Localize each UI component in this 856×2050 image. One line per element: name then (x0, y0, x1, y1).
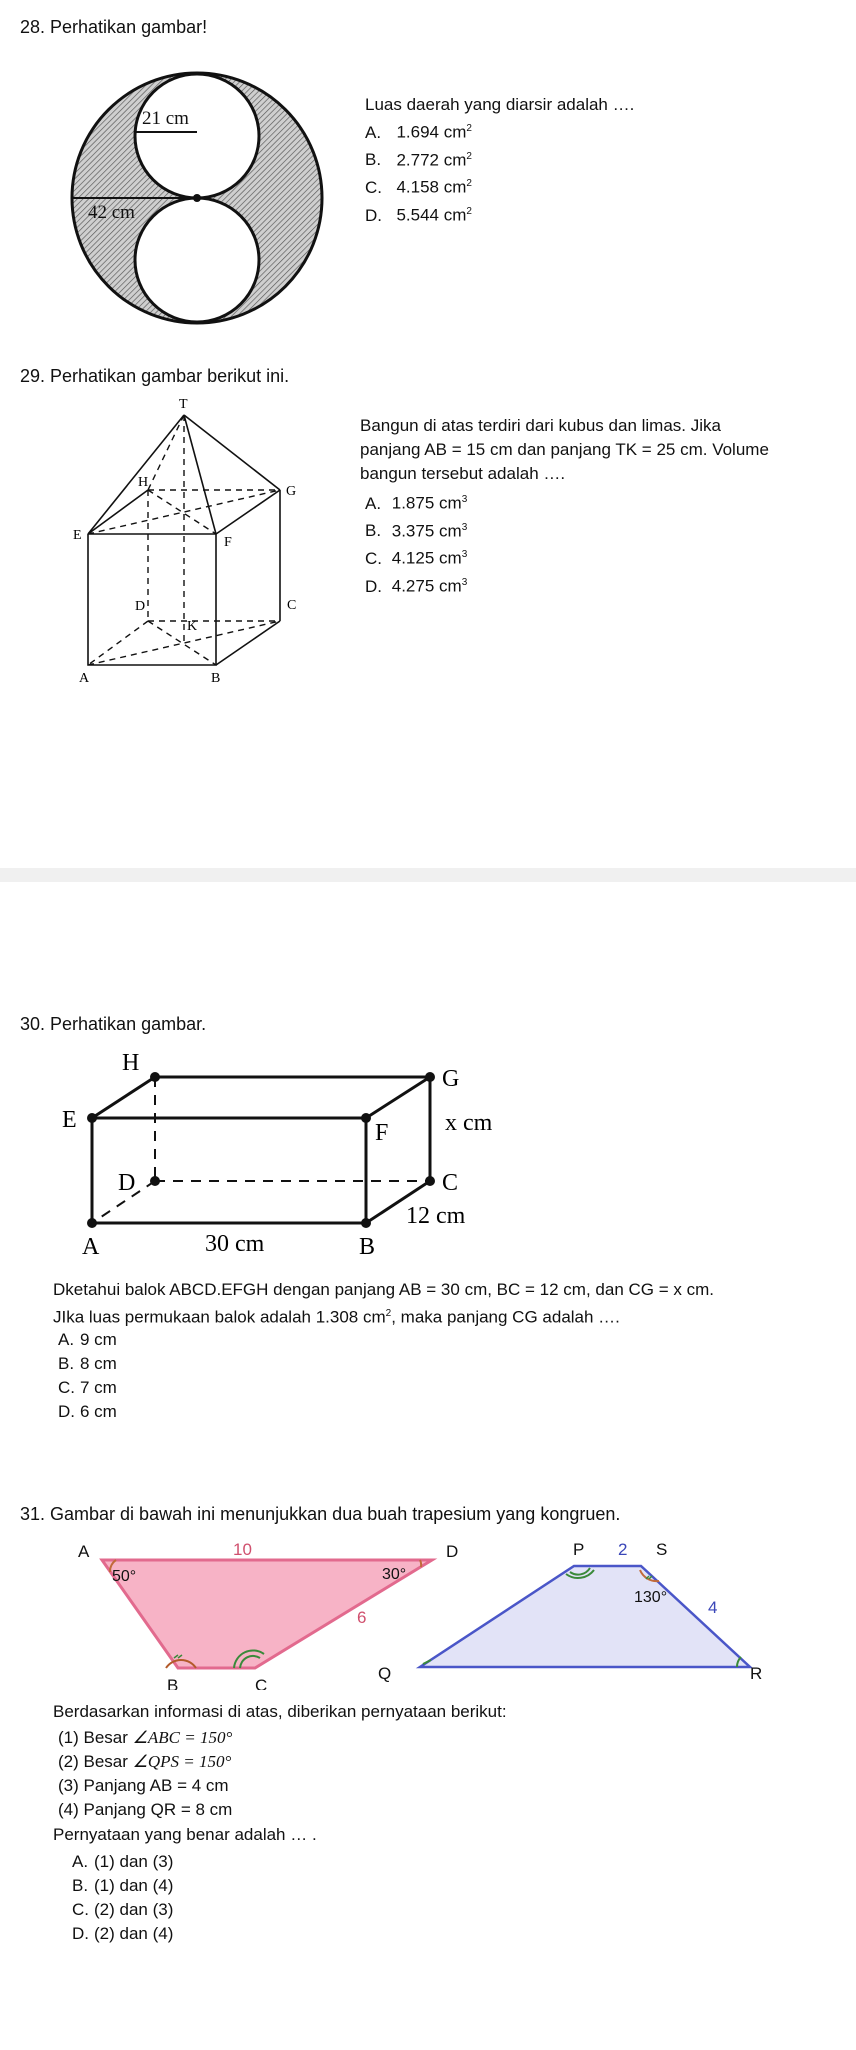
q29-option-c[interactable]: C. 4.125 $cm^3$ (365, 548, 468, 568)
label-x-cm: x cm (445, 1110, 493, 1136)
label-12cm: 12 cm (406, 1203, 466, 1229)
q30-title: 30. Perhatikan gambar. (20, 1014, 207, 1034)
label-f: F (375, 1120, 389, 1146)
q30-option-a[interactable]: A. 9 cm (58, 1330, 117, 1349)
q30-options (58, 1328, 117, 1424)
label-a: A (82, 1234, 100, 1260)
upper-circle (135, 74, 259, 198)
label-30cm: 30 cm (205, 1231, 265, 1257)
label-h: H (138, 475, 149, 490)
q28-prompt: Luas daerah yang diarsir adalah …. (365, 95, 635, 114)
label-side-6: 6 (357, 1608, 367, 1627)
q31-options (72, 1850, 173, 1946)
q30-figure (50, 1040, 520, 1270)
label-d: D (446, 1542, 459, 1561)
q31-intro: Berdasarkan informasi di atas, diberikan pernyataan berikut: (53, 1702, 507, 1721)
label-angle-s: 130° (634, 1589, 668, 1606)
q29-figure (60, 393, 320, 693)
label-side-4: 4 (708, 1598, 718, 1617)
q28-option-a[interactable]: A. 1.694 $cm^2$ (365, 122, 472, 142)
label-t: T (179, 397, 188, 412)
label-a: A (79, 671, 90, 686)
q31-title: 31. Gambar di bawah ini menunjukkan dua buah trapesium yang kongruen. (20, 1504, 621, 1524)
label-s: S (656, 1540, 668, 1559)
label-g: G (442, 1066, 460, 1092)
q29-option-d[interactable]: D. 4.275 $cm^3$ (365, 576, 468, 596)
label-d: D (135, 599, 146, 614)
label-b: B (211, 671, 221, 686)
q31-option-a[interactable]: A. (1) dan (3) (72, 1852, 174, 1871)
label-angle-a: 50° (112, 1568, 137, 1585)
q28-figure (70, 70, 330, 330)
q31-option-b[interactable]: B. (1) dan (4) (72, 1876, 174, 1895)
label-k: K (187, 619, 198, 634)
label-a: A (78, 1542, 90, 1561)
q31-option-d[interactable]: D. (2) dan (4) (72, 1924, 174, 1943)
trapezoid-psrq (420, 1566, 750, 1667)
label-top-10: 10 (233, 1540, 252, 1559)
label-g: G (286, 484, 297, 499)
label-d: D (118, 1170, 136, 1196)
q30-option-b[interactable]: B. 8 cm (58, 1354, 117, 1373)
q28-title: 28. Perhatikan gambar! (20, 17, 208, 37)
section-divider (0, 868, 856, 882)
q29-options (365, 488, 467, 599)
q28-options (365, 117, 472, 228)
label-f: F (224, 535, 232, 550)
label-b: B (167, 1676, 179, 1690)
label-r: R (750, 1664, 763, 1683)
q29-option-b[interactable]: B. 3.375 $cm^3$ (365, 521, 468, 541)
label-c: C (287, 598, 297, 613)
statement-4: (4) Panjang QR = 8 cm (58, 1800, 233, 1819)
statement-1: (1) Besar ∠ABC = 150° (58, 1728, 233, 1747)
statement-3: (3) Panjang AB = 4 cm (58, 1776, 229, 1795)
q31-figure (0, 1530, 856, 1690)
q28-option-d[interactable]: D. 5.544 $cm^2$ (365, 205, 472, 225)
q28-option-b[interactable]: B. 2.772 $cm^2$ (365, 150, 472, 170)
q31-option-c[interactable]: C. (2) dan (3) (72, 1900, 174, 1919)
label-angle-d: 30° (382, 1566, 407, 1583)
lower-circle (135, 198, 259, 322)
q29-prompt: Bangun di atas terdiri dari kubus dan limas. Jika panjang AB = 15 cm dan panjang TK = 25 cm. Volume bangun tersebut adalah …. (360, 416, 769, 483)
diameter-label: 42 cm (88, 202, 135, 223)
q30-prompt: Dketahui balok ABCD.EFGH dengan panjang AB = 30 cm, BC = 12 cm, dan CG = x cm. JIka luas permukaan balok adalah 1.308 $cm^2$, maka panjang CG adalah …. (53, 1280, 714, 1327)
q30-option-c[interactable]: C. 7 cm (58, 1378, 117, 1397)
label-q: Q (378, 1664, 392, 1683)
q29-title: 29. Perhatikan gambar berikut ini. (20, 366, 290, 386)
label-b: B (359, 1234, 376, 1260)
statement-2: (2) Besar ∠QPS = 150° (58, 1752, 232, 1771)
q28-option-c[interactable]: C. 4.158 $cm^2$ (365, 177, 472, 197)
cube-front-face (88, 534, 216, 665)
label-c: C (442, 1170, 459, 1196)
label-p: P (573, 1540, 585, 1559)
center-dot (193, 194, 201, 202)
q31-question: Pernyataan yang benar adalah … . (53, 1825, 317, 1844)
radius-label: 21 cm (142, 108, 189, 129)
label-e: E (62, 1107, 77, 1133)
label-e: E (73, 528, 82, 543)
q30-option-d[interactable]: D. 6 cm (58, 1402, 117, 1421)
label-top-2: 2 (618, 1540, 628, 1559)
label-c: C (255, 1676, 268, 1690)
q29-option-a[interactable]: A. 1.875 $cm^3$ (365, 493, 468, 513)
q31-statements (58, 1726, 232, 1822)
label-h: H (122, 1050, 140, 1076)
